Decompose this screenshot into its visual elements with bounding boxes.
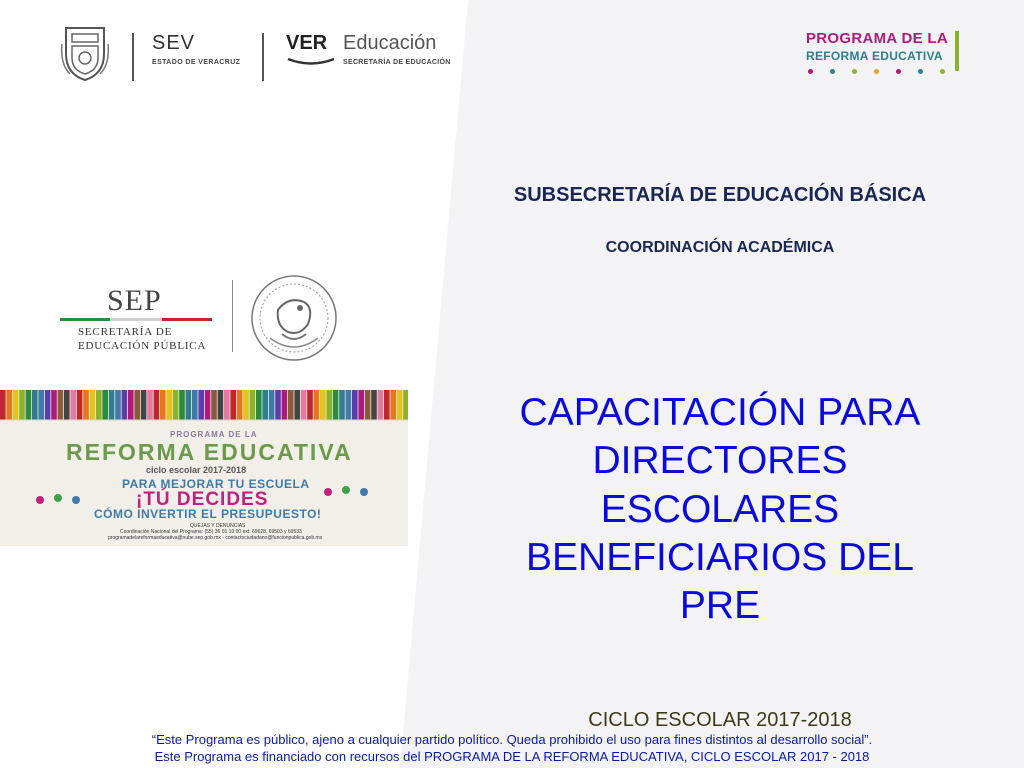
pre-logo-dot bbox=[830, 69, 835, 74]
ver-swoosh-icon bbox=[286, 56, 336, 66]
ver-logo-word: VER bbox=[286, 32, 328, 54]
sep-logo-word: SEP bbox=[107, 284, 162, 317]
poster-line-decides: ¡TÚ DECIDES bbox=[136, 489, 269, 510]
poster-contact-1: Coordinación Nacional del Programa: (55) 36 01 10 00 ext. 69628, 69503 y 69533 bbox=[120, 529, 302, 535]
sev-logo-subtitle: ESTADO DE VERACRUZ bbox=[152, 59, 241, 66]
footer-disclaimer: “Este Programa es público, ajeno a cualquier partido político. Queda prohibido el uso para fines distintos al desarrollo social”. bbox=[151, 732, 873, 747]
poster-title-1: PROGRAMA DE LA bbox=[170, 430, 258, 439]
pre-logo-line2: REFORMA EDUCATIVA bbox=[806, 49, 943, 63]
subsecretaria-heading: SUBSECRETARÍA DE EDUCACIÓN BÁSICA bbox=[513, 184, 927, 206]
main-title bbox=[470, 389, 970, 631]
poster-line-para: PARA MEJORAR TU ESCUELA bbox=[122, 477, 310, 491]
main-title-line: DIRECTORES bbox=[592, 439, 848, 483]
main-title-line: PRE bbox=[679, 584, 761, 628]
pre-logo-dot bbox=[852, 69, 857, 74]
coordinacion-heading: COORDINACIÓN ACADÉMICA bbox=[605, 239, 835, 256]
main-title-line: BENEFICIARIOS DEL bbox=[526, 536, 914, 580]
footer-funding: Este Programa es financiado con recursos del PROGRAMA DE LA REFORMA EDUCATIVA, CICLO ESCOLAR 2017 - 2018 bbox=[154, 749, 870, 764]
pre-logo-dot bbox=[874, 69, 879, 74]
pre-logo-dot bbox=[808, 69, 813, 74]
poster-title-2: REFORMA EDUCATIVA bbox=[66, 439, 353, 465]
ver-logo-educacion: Educación bbox=[343, 32, 437, 54]
pre-logo-dot bbox=[896, 69, 901, 74]
poster-quejas: QUEJAS Y DENUNCIAS bbox=[190, 523, 246, 529]
mexico-coat-of-arms-icon bbox=[248, 272, 340, 364]
pre-logo-dot bbox=[918, 69, 923, 74]
pre-poster-image bbox=[0, 390, 408, 546]
poster-line-como: CÓMO INVERTIR EL PRESUPUESTO! bbox=[94, 507, 322, 521]
header-divider bbox=[132, 33, 134, 81]
poster-contact-2: programadelareformaeducativa@nube.sep.gob.mx - contactociudadano@funcionpublica.gob.mx bbox=[108, 535, 323, 541]
poster-ciclo: ciclo escolar 2017-2018 bbox=[146, 465, 247, 475]
veracruz-crest-icon bbox=[60, 24, 110, 82]
sev-logo-word: SEV bbox=[152, 32, 196, 54]
sep-tricolor-line bbox=[60, 318, 212, 321]
pre-logo-line1: PROGRAMA DE LA bbox=[806, 30, 948, 47]
header-divider bbox=[262, 33, 264, 81]
pre-logo-dot bbox=[940, 69, 945, 74]
sep-logo-subtitle-2: EDUCACIÓN PÚBLICA bbox=[78, 340, 207, 352]
main-title-line: CAPACITACIÓN PARA bbox=[519, 391, 921, 434]
ver-logo-subtitle: SECRETARÍA DE EDUCACIÓN bbox=[343, 59, 451, 66]
sep-divider bbox=[232, 280, 233, 352]
pre-logo-bar bbox=[955, 31, 959, 71]
main-title-line: ESCOLARES bbox=[600, 487, 840, 531]
ciclo-escolar: CICLO ESCOLAR 2017-2018 bbox=[588, 709, 852, 731]
sep-logo-subtitle-1: SECRETARÍA DE bbox=[78, 326, 173, 338]
